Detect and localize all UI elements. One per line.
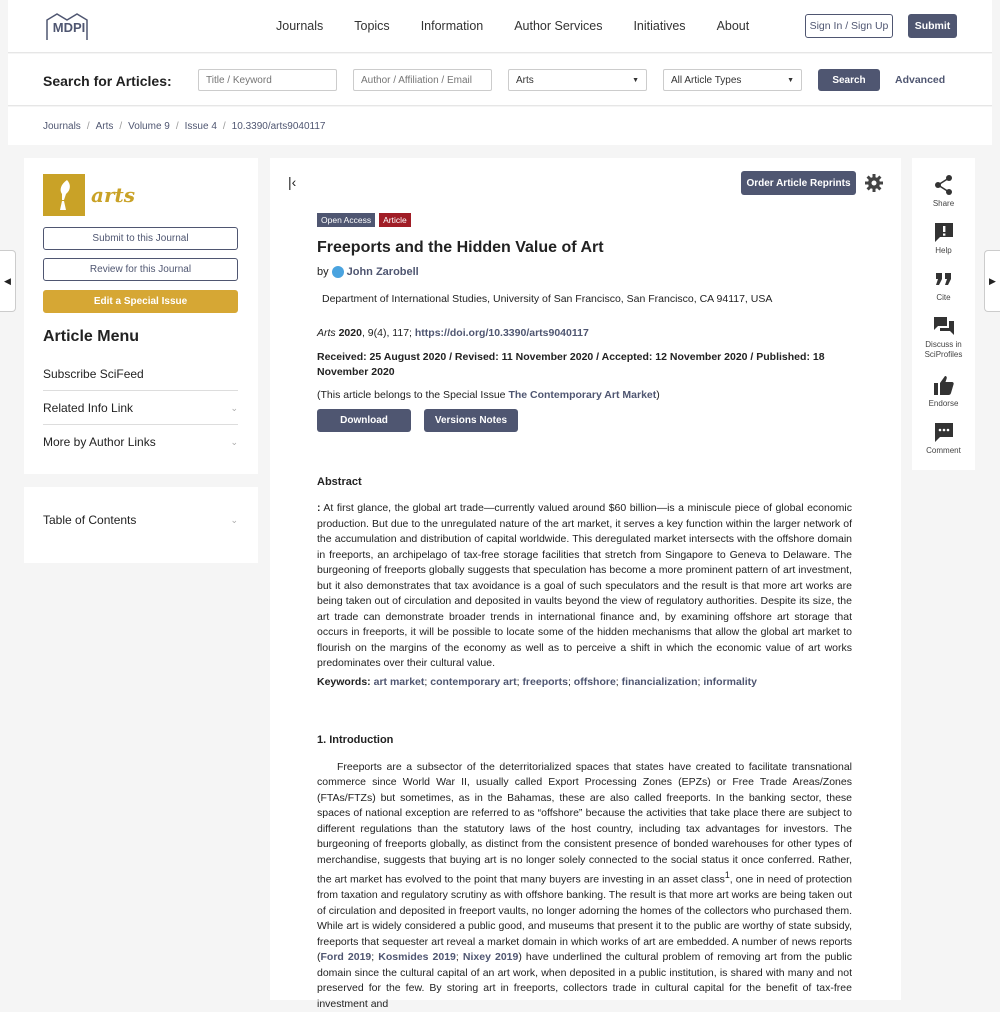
author-input[interactable] [353, 69, 492, 91]
comment-action[interactable] [912, 421, 975, 456]
menu-subscribe-scifeed[interactable] [43, 367, 238, 381]
abstract-lead: : [317, 502, 321, 514]
advanced-search-link[interactable]: Advanced [895, 74, 945, 86]
share-icon [933, 174, 955, 196]
special-issue-suffix: ) [656, 389, 660, 401]
nav-about[interactable]: About [717, 19, 750, 33]
caret-down-icon: ▼ [787, 77, 794, 84]
breadcrumb-separator: / [176, 121, 179, 132]
help-action[interactable] [912, 221, 975, 256]
order-reprints-button[interactable]: Order Article Reprints [741, 171, 856, 195]
nav-information[interactable]: Information [421, 19, 484, 33]
breadcrumb-volume[interactable]: Volume 9 [128, 121, 170, 132]
byline [317, 266, 852, 278]
intro-part-3: ) have underlined the cultural problem of removing art from the public domain since the cultural capital of an art work, when deposited in a public institution, is shared with many and not preserved for the few. By storing art in freeports, collectors trade in cultural capital for the benefit of tax-free investment and [317, 951, 852, 1010]
author-link[interactable]: John Zarobell [347, 266, 419, 278]
menu-item-label: Subscribe SciFeed [43, 367, 144, 381]
keyword-link[interactable]: art market [374, 676, 425, 688]
keyword-link[interactable]: offshore [574, 676, 616, 688]
article-menu-card [24, 158, 258, 474]
triangle-left-icon: ◀ [4, 276, 11, 287]
breadcrumb-separator: / [223, 121, 226, 132]
divider [43, 424, 238, 425]
expand-left-tab[interactable] [0, 250, 16, 312]
main-nav [276, 19, 749, 33]
share-label: Share [933, 199, 954, 209]
special-issue-note [317, 389, 852, 401]
breadcrumb-separator: / [87, 121, 90, 132]
cite-action[interactable] [912, 268, 975, 303]
keywords-label: Keywords: [317, 676, 371, 688]
endorse-action[interactable] [912, 374, 975, 409]
expand-right-tab[interactable] [984, 250, 1000, 312]
article-title: Freeports and the Hidden Value of Art [317, 239, 852, 257]
top-header [8, 0, 992, 53]
breadcrumb-separator: / [119, 121, 122, 132]
citation-volume: , 9(4), 117; [362, 327, 415, 339]
discuss-action[interactable] [912, 315, 975, 360]
article-badges [317, 213, 852, 227]
introduction-text: Freeports are a subsector of the deterritorialized spaces that states have created to facilitate transnational commerce since World War II, usually called Export Processing Zones (EPZs) or Free Trade Areas/Zones (FTAs/FTZs) but sometimes, as in the Bahamas, these are also called freeports. In the banking sector, these spaces of national exception are referred to as “offshore” because the activities that take place there are subject to different regulations than the statutory laws of the host country, including tax advantages for investors. The burgeoning of freeports globally, as distinct from the consistent presence of bonded warehouses for other types of merchandise, suggests that buying art is no longer solely connected to the social status it once conferred. Rather, the art market has evolved to the point that many buyers are investing in an asset class$^1$, one in need of protection from taxation and regulatory scrutiny as with offshore banking. The result is that more art works are being taken out of circulation and deposited in freeport vaults, no longer adorning the homes of the collectors who purchased them. While art is widely considered a public good, and museums that present it to the public are worthy of state subsidy, freeports that sequester art reveal a market domain in which works of art are embedded. A number of news reports (Ford 2019; Kosmides 2019; Nixey 2019) have underlined the cultural problem of removing art from the public domain since the cultural capital of an art work, when deposited in a public institution, is shared with many and not preserved for the few. By storing art in freeports, collectors trade in cultural capital for the benefit of tax-free investment and [317, 760, 852, 1012]
breadcrumb-arts[interactable]: Arts [96, 121, 114, 132]
author-profile-icon[interactable] [332, 266, 344, 278]
doi-link[interactable]: https://doi.org/10.3390/arts9040117 [415, 327, 589, 339]
paintbrush-icon [43, 174, 85, 216]
chevron-down-icon: ⌄ [230, 437, 238, 448]
review-for-journal-button[interactable]: Review for this Journal [43, 258, 238, 281]
article-content [317, 213, 852, 1012]
mdpi-logo[interactable] [43, 10, 95, 44]
journal-select[interactable] [508, 69, 647, 91]
intro-part-1: Freeports are a subsector of the deterritorialized spaces that states have created to facilitate transnational commerce since World War II, usually called Export Processing Zones (EPZs) or Free Trade Areas/Zones (FTAs/FTZs) but sometimes, as in the Bahamas, these are also called freeports. In the banking sector, these spaces of national exception are referred to as “offshore” because the activities that take place there are subject to different regulations than the statutory laws of the host country, including tax advantages for investors. The burgeoning of freeports globally, as distinct from the consistent presence of bonded warehouses for other types of merchandise, suggests that buying art is no longer solely connected to the social status it once conferred. Rather, the art market has evolved to the point that many buyers are investing in an asset class [317, 761, 852, 886]
gear-icon[interactable] [864, 173, 884, 193]
intro-part-2: , one in need of protection from taxation and regulatory scrutiny as with offshore banking. The result is that more art works are being taken out of circulation and deposited in freeport vaults, no longer adorning the homes of the collectors who purchased them. While art is widely considered a public good, and museums that present it to the public are worthy of state subsidy, freeports that sequester art reveal a market domain in which works of art are embedded. A number of news reports ( [317, 874, 852, 964]
quote-icon [933, 268, 955, 290]
breadcrumb-doi[interactable]: 10.3390/arts9040117 [232, 121, 326, 132]
breadcrumb-issue[interactable]: Issue 4 [185, 121, 217, 132]
right-action-rail [912, 158, 975, 470]
article-type-select[interactable] [663, 69, 802, 91]
nav-author-services[interactable]: Author Services [514, 19, 602, 33]
versions-notes-button[interactable]: Versions Notes [424, 409, 518, 432]
keyword-link[interactable]: informality [703, 676, 757, 688]
search-label: Search for Articles: [43, 73, 172, 89]
cite-label: Cite [936, 293, 950, 303]
caret-down-icon: ▼ [632, 77, 639, 84]
toc-toggle[interactable] [43, 513, 238, 527]
chevron-down-icon: ⌄ [230, 403, 238, 414]
keyword-link[interactable]: freeports [522, 676, 568, 688]
journal-abbr: Arts [317, 327, 336, 339]
article-actions [317, 409, 852, 432]
open-access-badge: Open Access [317, 213, 375, 227]
chevron-down-icon: ⌄ [230, 515, 238, 526]
edit-special-issue-button[interactable]: Edit a Special Issue [43, 290, 238, 313]
breadcrumb [43, 121, 325, 132]
article-type-value: All Article Types [671, 75, 741, 86]
logo-text: MDPI [53, 20, 86, 35]
submit-to-journal-button[interactable]: Submit to this Journal [43, 227, 238, 250]
journal-select-value: Arts [516, 75, 534, 86]
keywords: Keywords: art market; contemporary art; freeports; offshore; financialization; informality [317, 676, 852, 688]
article-panel [270, 158, 901, 1000]
signin-button[interactable]: Sign In / Sign Up [805, 14, 893, 38]
discuss-label: Discuss in SciProfiles [912, 340, 975, 360]
menu-related-info[interactable] [43, 401, 238, 415]
help-label: Help [935, 246, 951, 256]
submit-button[interactable]: Submit [908, 14, 957, 38]
article-type-badge: Article [379, 213, 411, 227]
endorse-label: Endorse [929, 399, 959, 409]
keyword-input[interactable] [198, 69, 337, 91]
help-icon [933, 221, 955, 243]
nav-initiatives[interactable]: Initiatives [633, 19, 685, 33]
by-label: by [317, 266, 329, 278]
menu-item-label: More by Author Links [43, 435, 156, 449]
special-issue-link[interactable]: The Contemporary Art Market [508, 389, 656, 401]
footnote-ref[interactable]: 1 [725, 870, 730, 880]
divider [43, 390, 238, 391]
keyword-link[interactable]: contemporary art [430, 676, 516, 688]
abstract-text [317, 501, 852, 672]
search-bar [8, 54, 992, 106]
breadcrumb-bar [8, 107, 992, 145]
share-action[interactable] [912, 174, 975, 209]
search-button[interactable]: Search [818, 69, 880, 91]
publication-dates: Received: 25 August 2020 / Revised: 11 November 2020 / Accepted: 12 November 2020 / Published: 18 November 2020 [317, 350, 852, 380]
collapse-sidebar-icon[interactable]: |‹ [288, 174, 296, 190]
comment-icon [933, 421, 955, 443]
abstract-body: At first glance, the global art trade—currently valued around $60 billion—is a miniscule piece of global economic production. But due to the unregulated nature of the art market, it serves a key function within the larger network of the accumulation and distribution of capital worldwide. This deregulated market intersects with the offshore domain in freeports, an archipelago of tax-free storage facilities that stretch from Singapore to Geneva to Delaware. The burgeoning of freeports globally suggests that speculation has become a more prominent pattern of art investment, but it also demonstrates that tax avoidance is a goal of such speculators and the result is that more art works are being taken out of circulation and deposited in vaults beyond the view of regulatory authorities. Despite its size, the art trade can demonstrate broader trends in international finance and, by examining offshore art storage that occurs in freeports, it will be possible to locate some of the hidden mechanisms that allow the global art market to flourish on the margins of the economy as well as to perceive a shift in which the economic value of art works predominates over their cultural value. [317, 502, 852, 669]
abstract-heading: Abstract [317, 476, 852, 488]
journal-name: arts [91, 183, 135, 207]
download-button[interactable]: Download [317, 409, 411, 432]
citation [317, 327, 852, 339]
reference-link[interactable]: Ford 2019 [321, 951, 372, 963]
forum-icon [933, 315, 955, 337]
citation-year: 2020 [339, 327, 362, 339]
reference-link[interactable]: Kosmides 2019 [378, 951, 456, 963]
comment-label: Comment [926, 446, 961, 456]
journal-logo[interactable] [43, 174, 135, 216]
toc-label: Table of Contents [43, 513, 136, 527]
triangle-right-icon: ▶ [989, 276, 996, 287]
breadcrumb-journals[interactable]: Journals [43, 121, 81, 132]
menu-author-links[interactable] [43, 435, 238, 449]
affiliation: Department of International Studies, University of San Francisco, San Francisco, CA 94117, USA [322, 293, 852, 305]
introduction-heading: 1. Introduction [317, 734, 852, 746]
article-menu-title: Article Menu [43, 328, 139, 346]
reference-link[interactable]: Nixey 2019 [463, 951, 518, 963]
nav-topics[interactable]: Topics [354, 19, 389, 33]
thumbs-up-icon [933, 374, 955, 396]
table-of-contents-card [24, 487, 258, 563]
nav-journals[interactable]: Journals [276, 19, 323, 33]
special-issue-prefix: (This article belongs to the Special Issue [317, 389, 508, 401]
keyword-link[interactable]: financialization [622, 676, 698, 688]
menu-item-label: Related Info Link [43, 401, 133, 415]
